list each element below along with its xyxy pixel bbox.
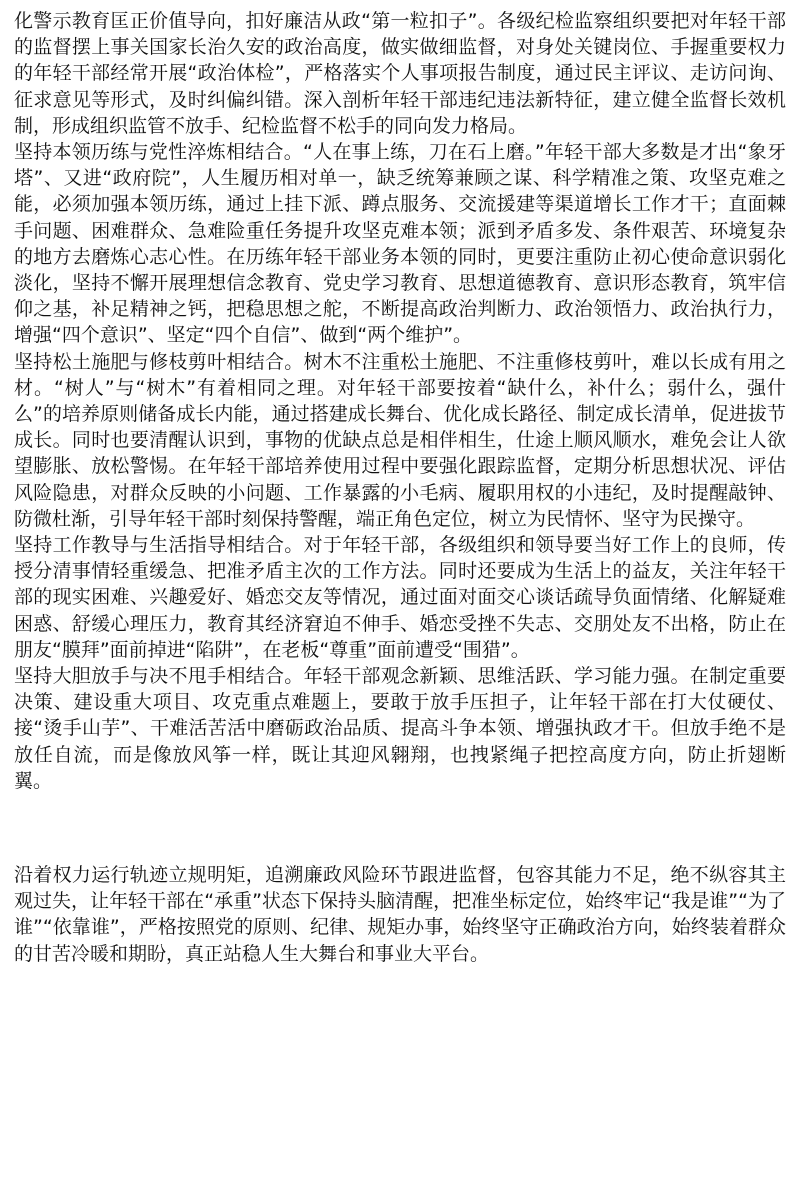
paragraph-intro: 化警示教育匡正价值导向，扣好廉洁从政“第一粒扣子”。各级纪检监察组织要把对年轻干部的监督摆上事关国家长治久安的政治高度，做实做细监督，对身处关键岗位、手握重要权力的年轻干部经常开展“政治体检”，严格落实个人事项报告制度，通过民主评议、走访问询、征求意见等形式，及时纠偏纠错。深入剖析年轻干部违纪违法新特征，建立健全监督长效机制，形成组织监管不放手、纪检监督不松手的同向发力格局。 [14,10,786,137]
closing-section [14,862,786,967]
paragraph-closing: 沿着权力运行轨迹立规明矩，追溯廉政风险环节跟进监督，包容其能力不足，绝不纵容其主观过失，让年轻干部在“承重”状态下保持头脑清醒，把准坐标定位，始终牢记“我是谁”“为了谁”“依靠谁”，严格按照党的原则、纪律、规矩办事，始终坚守正确政治方向，始终装着群众的甘苦冷暖和期盼，真正站稳人生大舞台和事业大平台。 [14,864,786,965]
paragraph-delegation: 坚持大胆放手与决不甩手相结合。年轻干部观念新颖、思维活跃、学习能力强。在制定重要决策、建设重大项目、攻克重点难题上，要敢于放手压担子，让年轻干部在打大仗硬仗、接“烫手山芋”、干难活苦活中磨砺政治品质、提高斗争本领、增强执政才干。但放手绝不是放任自流，而是像放风筝一样，既让其迎风翱翔，也拽紧绳子把控高度方向，防止折翅断翼。 [14,665,786,792]
paragraph-work-life-guidance: 坚持工作教导与生活指导相结合。对于年轻干部，各级组织和领导要当好工作上的良师，传授分清事情轻重缓急、把准矛盾主次的工作方法。同时还要成为生活上的益友，关注年轻干部的现实困难、兴趣爱好、婚恋交友等情况，通过面对面交心谈话疏导负面情绪、化解疑难困惑、舒缓心理压力，教育其经济窘迫不伸手、婚恋受挫不失志、交朋处友不出格，防止在朋友“膜拜”面前掉进“陷阱”，在老板“尊重”面前遭受“围猎”。 [14,534,786,661]
paragraph-cultivation: 坚持松土施肥与修枝剪叶相结合。树木不注重松土施肥、不注重修枝剪叶，难以长成有用之材。“树人”与“树木”有着相同之理。对年轻干部要按着“缺什么，补什么；弱什么，强什么”的培养原则储备成长内能，通过搭建成长舞台、优化成长路径、制定成长清单，促进拔节成长。同时也要清醒认识到，事物的优缺点总是相伴相生，仕途上顺风顺水，难免会让人欲望膨胀、放松警惕。在年轻干部培养使用过程中要强化跟踪监督，定期分析思想状况、评估风险隐患，对群众反映的小问题、工作暴露的小毛病、履职用权的小违纪，及时提醒敲钟、防微杜渐，引导年轻干部时刻保持警醒，端正角色定位，树立为民情怀、坚守为民操守。 [14,350,786,530]
paragraph-skill-training: 坚持本领历练与党性淬炼相结合。“人在事上练，刀在石上磨。”年轻干部大多数是才出“象牙塔”、又进“政府院”，人生履历相对单一，缺乏统筹兼顾之谋、科学精准之策、攻坚克难之能，必须加强本领历练，通过上挂下派、蹲点服务、交流援建等渠道增长工作才干；直面棘手问题、困难群众、急难险重任务提升攻坚克难本领；派到矛盾多发、条件艰苦、环境复杂的地方去磨炼心志心性。在历练年轻干部业务本领的同时，更要注重防止初心使命意识弱化淡化，坚持不懈开展理想信念教育、党史学习教育、思想道德教育、意识形态教育，筑牢信仰之基，补足精神之钙，把稳思想之舵，不断提高政治判断力、政治领悟力、政治执行力，增强“四个意识”、坚定“四个自信”、做到“两个维护”。 [14,141,786,347]
article-body [14,8,786,794]
